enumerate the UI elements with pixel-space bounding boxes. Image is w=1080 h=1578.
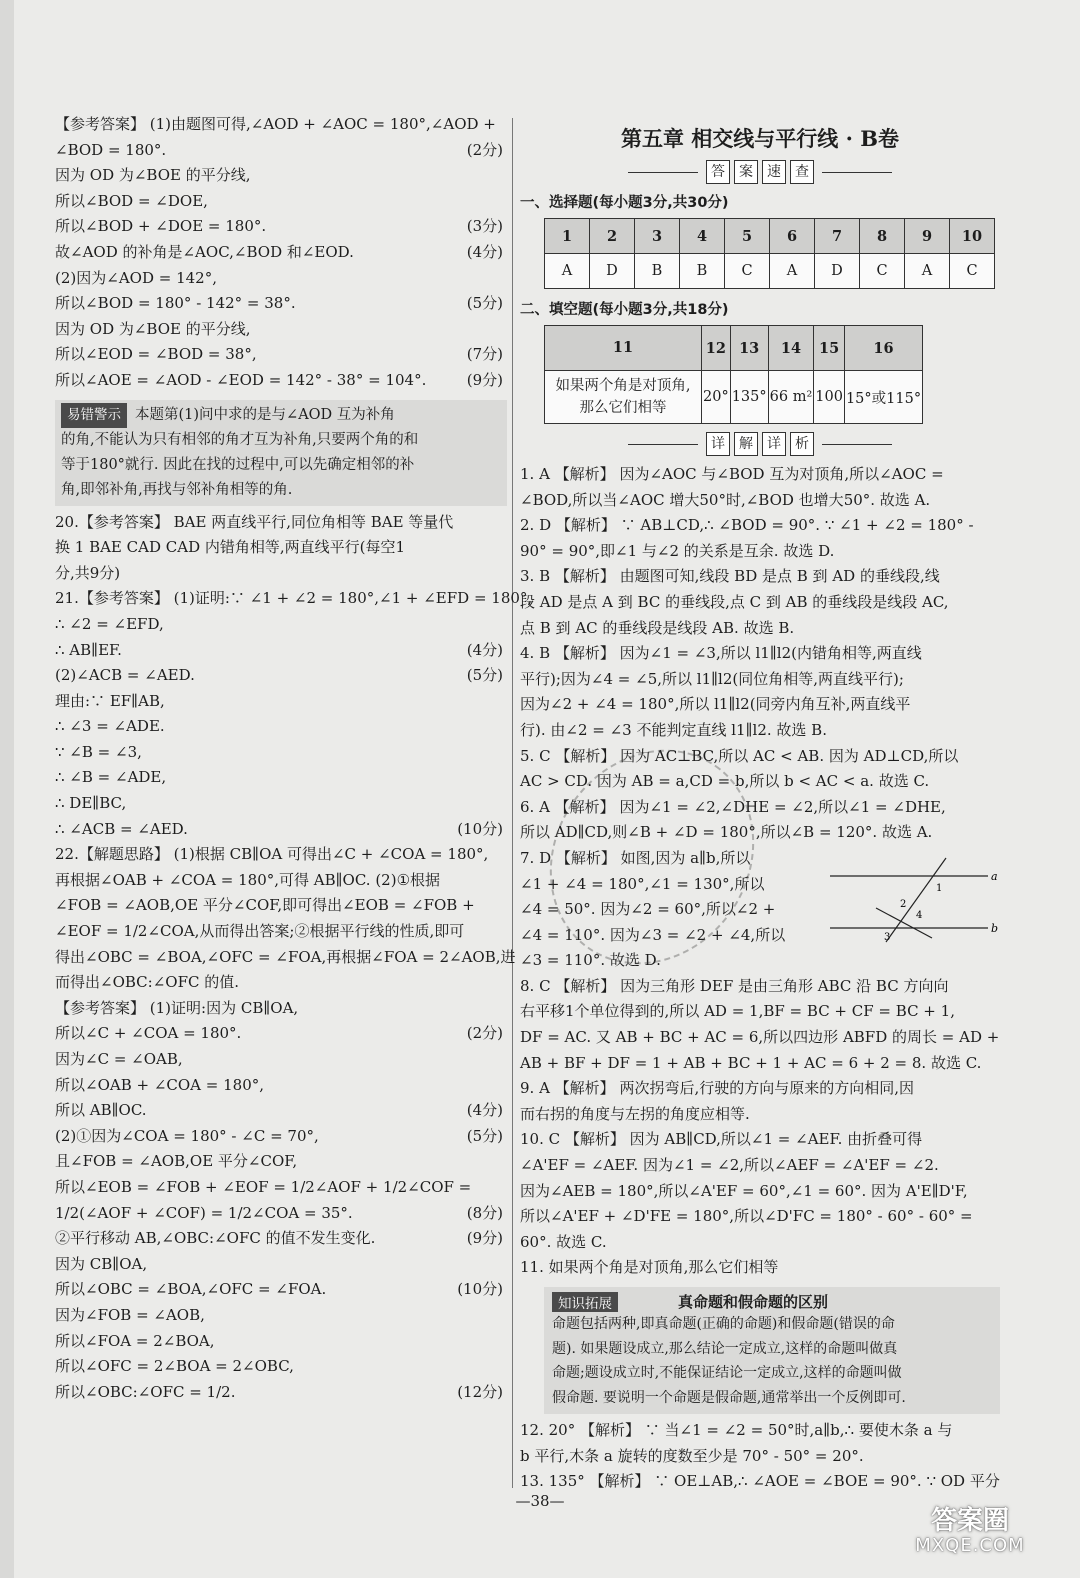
banner-char: 详 (762, 432, 786, 456)
text-line (55, 919, 507, 945)
detailed-solution-banner (520, 432, 1000, 456)
text-line: 平行);因为∠4 = ∠5,所以 l1∥l2(同位角相等,两直线平行); (520, 669, 904, 688)
line-text: ∴ DE∥BC, (55, 794, 127, 813)
text-line: ∠1 + ∠4 = 180°,∠1 = 130°,所以 (520, 874, 765, 893)
label-b: b (991, 922, 999, 935)
text-line (55, 1175, 507, 1201)
line-text: ∠BOD = 180°. (55, 140, 167, 159)
line-text: 1/2(∠AOF + ∠COF) = 1/2∠COA = 35°. (55, 1203, 353, 1222)
line-text: ∴ ∠B = ∠ADE, (55, 768, 167, 787)
text-line (55, 817, 507, 843)
left-column (55, 112, 533, 1405)
table-cell: A (545, 254, 590, 289)
line-text: ∴ ∠2 = ∠EFD, (55, 614, 164, 633)
knowledge-line: 命题;题设成立时,不能保证结论一定成立,这样的命题叫做 (552, 1365, 902, 1381)
text-line (55, 996, 507, 1022)
score-points: (9分) (466, 1229, 503, 1248)
text-line: b 平行,木条 a 旋转的度数至少是 70° - 50° = 20°. (520, 1446, 864, 1465)
site-watermark (880, 1506, 1060, 1558)
line-text: 所以∠OBC = ∠BOA,∠OFC = ∠FOA. (55, 1280, 327, 1299)
line-text: 再根据∠OAB + ∠COA = 180°,可得 AB∥OC. (2)①根据 (55, 870, 441, 889)
table-cell: 100 (814, 371, 845, 424)
text-line (55, 1226, 507, 1252)
text-line: 5. C 【解析】 因为 AC⊥BC,所以 AC < AB. 因为 AD⊥CD,所以 (520, 746, 959, 765)
table-cell: 8 (860, 219, 905, 254)
text-line (55, 791, 507, 817)
line-text: 20.【参考答案】 BAE 两直线平行,同位角相等 BAE 等量代 (55, 512, 454, 531)
line-text: ∠FOB = ∠AOB,OE 平分∠COF,即可得出∠EOB = ∠FOB + (55, 896, 475, 915)
text-line (55, 1380, 507, 1406)
fill-answer-table (544, 325, 923, 424)
text-line (55, 663, 507, 689)
line-text: 故∠AOD 的补角是∠AOC,∠BOD 和∠EOD. (55, 242, 354, 261)
table-cell: B (635, 254, 680, 289)
text-line (55, 1124, 507, 1150)
table-cell: 2 (590, 219, 635, 254)
knowledge-line: 题). 如果题设成立,那么结论一定成立,这样的命题叫做真 (552, 1340, 898, 1357)
text-line (55, 740, 507, 766)
line-text: 所以∠OFC = 2∠BOA = 2∠OBC, (55, 1357, 294, 1376)
line-text: 所以∠OBC:∠OFC = 1/2. (55, 1382, 236, 1401)
table-cell: 14 (768, 326, 814, 371)
text-line (55, 945, 516, 971)
table-cell: 1 (545, 219, 590, 254)
line-text: 所以 AB∥OC. (55, 1101, 147, 1120)
table-cell: 20° (702, 371, 731, 424)
line-text: ②平行移动 AB,∠OBC:∠OFC 的值不发生变化. (55, 1229, 376, 1248)
choice-answer-table (544, 218, 995, 289)
text-line (55, 240, 507, 266)
text-line (55, 138, 507, 164)
text-line (55, 689, 507, 715)
table-cell: B (680, 254, 725, 289)
score-points: (7分) (466, 345, 503, 364)
line-text: 得出∠OBC = ∠BOA,∠OFC = ∠FOA,再根据∠FOA = 2∠AOB,进 (55, 947, 516, 966)
text-line: 因为∠2 + ∠4 = 180°,所以 l1∥l2(同旁内角互补,两直线平 (520, 695, 911, 714)
line-text: 换 1 BAE CAD CAD 内错角相等,两直线平行(每空1 (55, 538, 406, 557)
score-points: (5分) (466, 294, 503, 313)
line-text: 所以∠FOA = 2∠BOA, (55, 1331, 215, 1350)
text-line (55, 1201, 507, 1227)
line-text: ∵ ∠B = ∠3, (55, 742, 142, 761)
text-line (55, 868, 507, 894)
text-line (55, 1021, 507, 1047)
table-cell: 15 (814, 326, 845, 371)
mistake-warning-tag: 易错警示 (61, 403, 127, 428)
label-a: a (991, 870, 998, 883)
text-line (55, 1252, 507, 1278)
table-cell: D (590, 254, 635, 289)
table-cell: A (905, 254, 950, 289)
line-text: 22.【解题思路】 (1)根据 CB∥OA 可得出∠C + ∠COA = 180°, (55, 845, 489, 864)
score-points: (3分) (466, 217, 503, 236)
text-line: 6. A 【解析】 因为∠1 = ∠2,∠DHE = ∠2,所以∠1 = ∠DHE, (520, 797, 946, 816)
text-line: 右平移1个单位得到的,所以 AD = 1,BF = BC + CF = BC + 1, (520, 1002, 955, 1021)
text-line (55, 112, 507, 138)
text-line: ∠4 = 50°. 因为∠2 = 60°,所以∠2 + (520, 900, 776, 919)
table-cell: 12 (702, 326, 731, 371)
line-text: 因为∠FOB = ∠AOB, (55, 1305, 205, 1324)
line-text: 理由:∵ EF∥AB, (55, 691, 165, 710)
answer-19-block (55, 112, 507, 394)
banner-char: 速 (762, 160, 786, 184)
watermark-logo: 答案圈 (930, 1506, 1009, 1536)
line-text: 【参考答案】 (1)由题图可得,∠AOD + ∠AOC = 180°,∠AOD + (55, 115, 496, 133)
text-line: 8. C 【解析】 因为三角形 DEF 是由三角形 ABC 沿 BC 方向向 (520, 976, 949, 995)
line-text: ∴ ∠ACB = ∠AED. (55, 819, 188, 838)
knowledge-tag: 知识拓展 (552, 1292, 618, 1312)
line-text: 因为∠C = ∠OAB, (55, 1050, 183, 1068)
text-line: 11. 如果两个角是对顶角,那么它们相等 (520, 1258, 779, 1277)
text-line: ∠3 = 110°. 故选 D. (520, 951, 661, 970)
text-line (55, 612, 507, 638)
banner-char: 答 (706, 160, 730, 184)
text-line (55, 368, 507, 394)
table-cell: 3 (635, 219, 680, 254)
text-line (55, 1149, 507, 1175)
table-cell: 11 (545, 326, 702, 371)
line-text: 所以∠AOE = ∠AOD - ∠EOD = 142° - 38° = 104°. (55, 370, 427, 389)
text-line (55, 1354, 507, 1380)
text-line: 12. 20° 【解析】 ∵ 当∠1 = ∠2 = 50°时,a∥b,∴ 要使木条 a 与 (520, 1421, 953, 1439)
text-line (55, 266, 507, 292)
table-cell: 10 (950, 219, 995, 254)
line-text: 所以∠BOD = 180° - 142° = 38°. (55, 294, 296, 313)
text-line: 而右拐的角度与左拐的角度应相等. (520, 1104, 750, 1123)
solutions-block-2 (520, 1418, 1000, 1495)
text-line (55, 535, 507, 561)
table-cell: 9 (905, 219, 950, 254)
line-text: 【参考答案】 (1)证明:因为 CB∥OA, (55, 998, 299, 1017)
text-line: DF = AC. 又 AB + BC + AC = 6,所以四边形 ABFD 的周长 = AD + (520, 1028, 1000, 1047)
text-line: AC > CD. 因为 AB = a,CD = b,所以 b < AC < a. 故选 C. (520, 772, 930, 791)
line-text: 所以∠EOB = ∠FOB + ∠EOF = 1/2∠AOF + 1/2∠COF = (55, 1177, 472, 1196)
line-text: 所以∠C + ∠COA = 180°. (55, 1024, 242, 1043)
text-line (55, 1047, 507, 1073)
text-line: 点 B 到 AC 的垂线段是线段 AB. 故选 B. (520, 618, 795, 637)
text-line: ∠BOD,所以当∠AOC 增大50°时,∠BOD 也增大50°. 故选 A. (520, 490, 931, 509)
text-line (55, 765, 507, 791)
table-cell: 13 (730, 326, 768, 371)
banner-char: 详 (706, 432, 730, 456)
table-cell: C (950, 254, 995, 289)
text-line (55, 714, 507, 740)
table-cell: 4 (680, 219, 725, 254)
section-heading-fill: 二、填空题(每小题3分,共18分) (520, 302, 729, 318)
knowledge-title: 真命题和假命题的区别 (678, 1293, 829, 1311)
section-heading-choice: 一、选择题(每小题3分,共30分) (520, 195, 729, 211)
tip-line: 角,即邻补角,再找与邻补角相等的角. (61, 481, 293, 498)
text-line: 所以 AD∥CD,则∠B + ∠D = 180°,所以∠B = 120°. 故选 A. (520, 823, 933, 842)
text-line (55, 214, 507, 240)
tip-line: 的角,不能认为只有相邻的角才互为补角,只要两个角的和 (61, 431, 419, 448)
line-text: ∠EOF = 1/2∠COA,从而得出答案;②根据平行线的性质,即可 (55, 922, 465, 941)
text-line (55, 970, 507, 996)
score-points: (5分) (466, 1126, 503, 1145)
text-line (55, 510, 507, 536)
table-cell: 5 (725, 219, 770, 254)
text-line (55, 189, 507, 215)
score-points: (10分) (457, 819, 503, 838)
line-text: 所以∠OAB + ∠COA = 180°, (55, 1075, 265, 1094)
score-points: (2分) (466, 1024, 503, 1043)
text-line (55, 1098, 507, 1124)
angle-label-4: 4 (916, 910, 923, 921)
line-text: 因为 OD 为∠BOE 的平分线, (55, 166, 251, 185)
text-line: 2. D 【解析】 ∵ AB⊥CD,∴ ∠BOD = 90°. ∵ ∠1 + ∠2 = 180° - (520, 516, 974, 535)
table-cell: 16 (844, 326, 922, 371)
line-text: 因为 OD 为∠BOE 的平分线, (55, 319, 251, 338)
score-points: (2分) (466, 140, 503, 159)
table-cell: 135° (730, 371, 768, 424)
answers-20-22-block (55, 510, 533, 1406)
text-line (55, 317, 507, 343)
text-line (55, 893, 507, 919)
text-line: ∠A'EF = ∠AEF. 因为∠1 = ∠2,所以∠AEF = ∠A'EF = ∠2. (520, 1156, 939, 1175)
table-cell: C (860, 254, 905, 289)
text-line (55, 1329, 507, 1355)
parallel-lines-figure (828, 858, 999, 943)
table-cell: A (770, 254, 815, 289)
text-line: 3. B 【解析】 由题图可知,线段 BD 是点 B 到 AD 的垂线段,线 (520, 567, 940, 586)
mistake-warning-box (55, 400, 507, 506)
score-points: (4分) (466, 242, 503, 261)
text-line (55, 1277, 507, 1303)
page-edge (0, 0, 14, 1578)
text-line: 13. 135° 【解析】 ∵ OE⊥AB,∴ ∠AOE = ∠BOE = 90°. ∵ OD 平分 (520, 1472, 1000, 1491)
knowledge-line: 命题包括两种,即真命题(正确的命题)和假命题(错误的命 (552, 1316, 895, 1332)
table-cell: 6 (770, 219, 815, 254)
text-line (55, 1303, 507, 1329)
knowledge-extension-box (544, 1287, 1000, 1414)
knowledge-line: 假命题. 要说明一个命题是假命题,通常举出一个反例即可. (552, 1389, 906, 1406)
text-line: 10. C 【解析】 因为 AB∥CD,所以∠1 = ∠AEF. 由折叠可得 (520, 1130, 923, 1149)
text-line: AB + BF + DF = 1 + AB + BC + 1 + AC = 6 + 2 = 8. 故选 C. (520, 1053, 982, 1072)
banner-char: 案 (734, 160, 758, 184)
text-line: 9. A 【解析】 两次拐弯后,行驶的方向与原来的方向相同,因 (520, 1079, 914, 1098)
score-points: (5分) (466, 666, 503, 685)
text-line (55, 842, 507, 868)
text-line (55, 1073, 507, 1099)
text-line: 因为∠AEB = 180°,所以∠A'EF = 60°,∠1 = 60°. 因为 A'E∥D'F, (520, 1181, 968, 1200)
text-line: 段 AD 是点 A 到 BC 的垂线段,点 C 到 AB 的垂线段是线段 AC, (520, 592, 949, 611)
line-text: 且∠FOB = ∠AOB,OE 平分∠COF, (55, 1152, 298, 1171)
line-text: 而得出∠OBC:∠OFC 的值. (55, 973, 239, 992)
table-cell: D (815, 254, 860, 289)
watermark-url: MXQE.COM (915, 1535, 1025, 1556)
banner-char: 查 (790, 160, 814, 184)
text-line: 60°. 故选 C. (520, 1232, 607, 1251)
quick-answer-banner (520, 160, 1000, 184)
line-text: 21.【参考答案】 (1)证明:∵ ∠1 + ∠2 = 180°,∠1 + ∠EFD = 180°, (55, 589, 533, 608)
line-text: 分,共9分) (55, 563, 121, 582)
table-cell: 7 (815, 219, 860, 254)
line-text: (2)∠ACB = ∠AED. (55, 666, 195, 685)
angle-label-2: 2 (900, 899, 907, 910)
banner-char: 析 (790, 432, 814, 456)
text-line (55, 586, 533, 612)
score-points: (8分) (466, 1203, 503, 1222)
text-line (55, 342, 507, 368)
line-text: (2)①因为∠COA = 180° - ∠C = 70°, (55, 1126, 319, 1145)
text-line: ∠4 = 110°. 因为∠3 = ∠2 + ∠4,所以 (520, 925, 786, 944)
page-number: —38— (515, 1492, 565, 1510)
score-points: (4分) (466, 640, 503, 659)
text-line: 行). 由∠2 = ∠3 不能判定直线 l1∥l2. 故选 B. (520, 720, 827, 739)
line-text: ∴ AB∥EF. (55, 640, 122, 659)
text-line: 7. D 【解析】 如图,因为 a∥b,所以 (520, 848, 751, 867)
text-line: 1. A 【解析】 因为∠AOC 与∠BOD 互为对顶角,所以∠AOC = (520, 465, 944, 483)
score-points: (10分) (457, 1280, 503, 1299)
line-text: 所以∠BOD + ∠DOE = 180°. (55, 217, 267, 236)
line-text: ∴ ∠3 = ∠ADE. (55, 717, 165, 736)
text-line (55, 561, 507, 587)
angle-label-3: 3 (884, 932, 891, 943)
text-line (55, 638, 507, 664)
text-line: 所以∠A'EF + ∠D'FE = 180°,所以∠D'FC = 180° - 60° - 60° = (520, 1207, 973, 1226)
column-divider (512, 118, 513, 1488)
line-text: 所以∠BOD = ∠DOE, (55, 191, 208, 210)
text-line: 4. B 【解析】 因为∠1 = ∠3,所以 l1∥l2(内错角相等,两直线 (520, 644, 922, 663)
score-points: (12分) (457, 1382, 503, 1401)
text-line (55, 163, 507, 189)
table-cell: 15°或115° (844, 371, 922, 424)
tip-line: 本题第(1)问中求的是与∠AOD 互为补角 (135, 406, 395, 423)
score-points: (9分) (466, 370, 503, 389)
text-line (55, 291, 507, 317)
tip-line: 等于180°就行. 因此在找的过程中,可以先确定相邻的补 (61, 456, 415, 473)
table-cell: C (725, 254, 770, 289)
line-text: (2)因为∠AOD = 142°, (55, 268, 217, 287)
table-cell: 如果两个角是对顶角,那么它们相等 (545, 371, 702, 424)
banner-char: 解 (734, 432, 758, 456)
line-text: 因为 CB∥OA, (55, 1254, 148, 1273)
table-cell: 66 m² (768, 371, 814, 424)
score-points: (4分) (466, 1101, 503, 1120)
text-line: 90° = 90°,即∠1 与∠2 的关系是互余. 故选 D. (520, 541, 835, 560)
angle-label-1: 1 (936, 883, 943, 894)
line-text: 所以∠EOD = ∠BOD = 38°, (55, 345, 257, 364)
chapter-title: 第五章 相交线与平行线 · B卷 (621, 126, 899, 151)
